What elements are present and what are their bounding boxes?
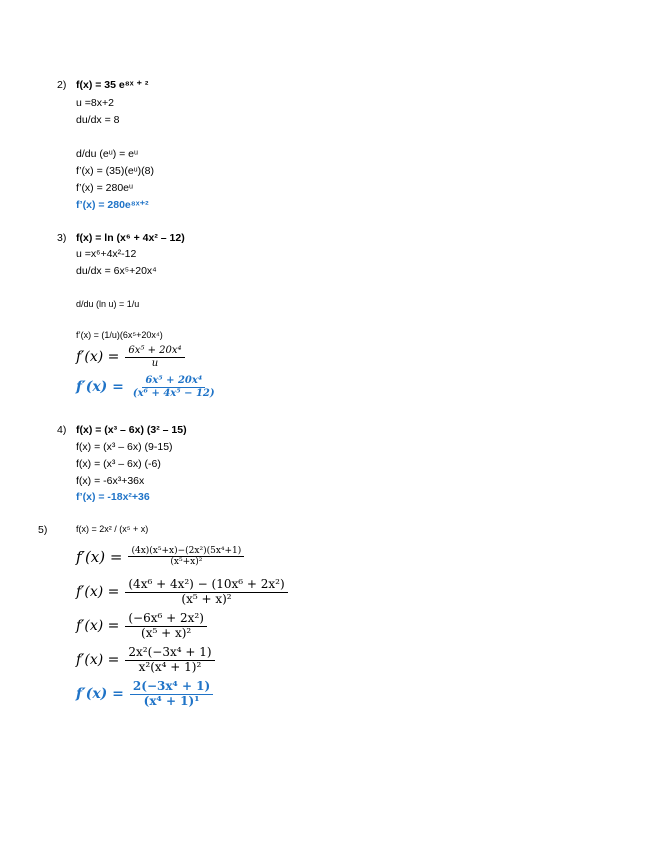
problem-5-number: 5): [38, 524, 48, 536]
fraction: [125, 646, 214, 675]
problem-2-line: d/du (eᵘ) = eᵘ: [76, 148, 139, 160]
derivative-label: f′(x) =: [76, 547, 123, 566]
denominator: (x⁴ + 1)¹: [143, 693, 200, 708]
problem-3-statement: f(x) = ln (x⁶ + 4x² – 12): [76, 232, 185, 244]
problem-5-step-2: [76, 578, 288, 607]
denominator: (x⁵+x)²: [170, 557, 203, 568]
problem-2-number: 2): [57, 79, 67, 91]
numerator: (−6x⁶ + 2x²): [125, 612, 207, 627]
derivative-label: f′(x) =: [76, 379, 124, 395]
fraction: [128, 546, 244, 568]
problem-3-line: u =x⁶+4x²-12: [76, 248, 137, 260]
problem-4-line: f(x) = -6x³+36x: [76, 475, 145, 487]
problem-4-line: f(x) = (x³ – 6x) (9-15): [76, 441, 173, 453]
denominator: (x⁵ + x)²: [181, 591, 232, 606]
fraction: [130, 680, 213, 709]
problem-5-step-3: [76, 612, 207, 641]
problem-2-line: u =8x+2: [76, 97, 114, 109]
problem-3-answer: [76, 375, 218, 399]
problem-2-line: du/dx = 8: [76, 114, 120, 126]
problem-4-number: 4): [57, 424, 67, 436]
derivative-label: f′(x) =: [76, 618, 120, 635]
derivative-label: f′(x) =: [76, 686, 124, 703]
problem-5-answer: [76, 680, 213, 709]
problem-2-statement: f(x) = 35 e⁸ˣ ⁺ ²: [76, 79, 149, 91]
problem-5-statement: f(x) = 2x² / (x⁵ + x): [76, 524, 149, 534]
fraction: [125, 612, 207, 641]
fraction: [125, 345, 184, 369]
derivative-label: f′(x) =: [76, 349, 120, 365]
fraction: [130, 375, 218, 399]
problem-4-line: f(x) = (x³ – 6x) (-6): [76, 458, 161, 470]
denominator: x²(x⁴ + 1)²: [138, 659, 202, 674]
problem-5-step-1: [76, 546, 244, 568]
problem-4-statement: f(x) = (x³ – 6x) (3² – 15): [76, 424, 187, 436]
numerator: 6x⁵ + 20x⁴: [125, 345, 184, 358]
problem-2-line: f’(x) = (35)(eᵘ)(8): [76, 165, 155, 177]
problem-2-answer: f’(x) = 280e⁸ˣ⁺²: [76, 199, 149, 211]
denominator: (x⁶ + 4x⁵ − 12): [132, 387, 215, 399]
fraction: [125, 578, 287, 607]
numerator: (4x⁶ + 4x²) − (10x⁶ + 2x²): [125, 578, 287, 593]
problem-3-line: du/dx = 6x⁵+20x⁴: [76, 265, 157, 277]
problem-3-number: 3): [57, 232, 67, 244]
denominator: (x⁵ + x)²: [141, 625, 192, 640]
numerator: 2(−3x⁴ + 1): [130, 680, 213, 695]
numerator: (4x)(x⁵+x)−(2x²)(5x⁴+1): [128, 546, 244, 557]
derivative-label: f′(x) =: [76, 652, 120, 669]
problem-3-line: f’(x) = (1/u)(6x⁵+20x⁴): [76, 330, 163, 340]
problem-3-line: d/du (ln u) = 1/u: [76, 299, 140, 309]
numerator: 6x⁵ + 20x⁴: [142, 375, 205, 388]
problem-4-answer: f’(x) = -18x²+36: [76, 491, 150, 503]
problem-3-equation-1: [76, 345, 185, 369]
derivative-label: f′(x) =: [76, 584, 120, 601]
denominator: u: [151, 357, 159, 369]
problem-5-step-4: [76, 646, 215, 675]
numerator: 2x²(−3x⁴ + 1): [125, 646, 214, 661]
problem-2-line: f’(x) = 280eᵘ: [76, 182, 134, 194]
